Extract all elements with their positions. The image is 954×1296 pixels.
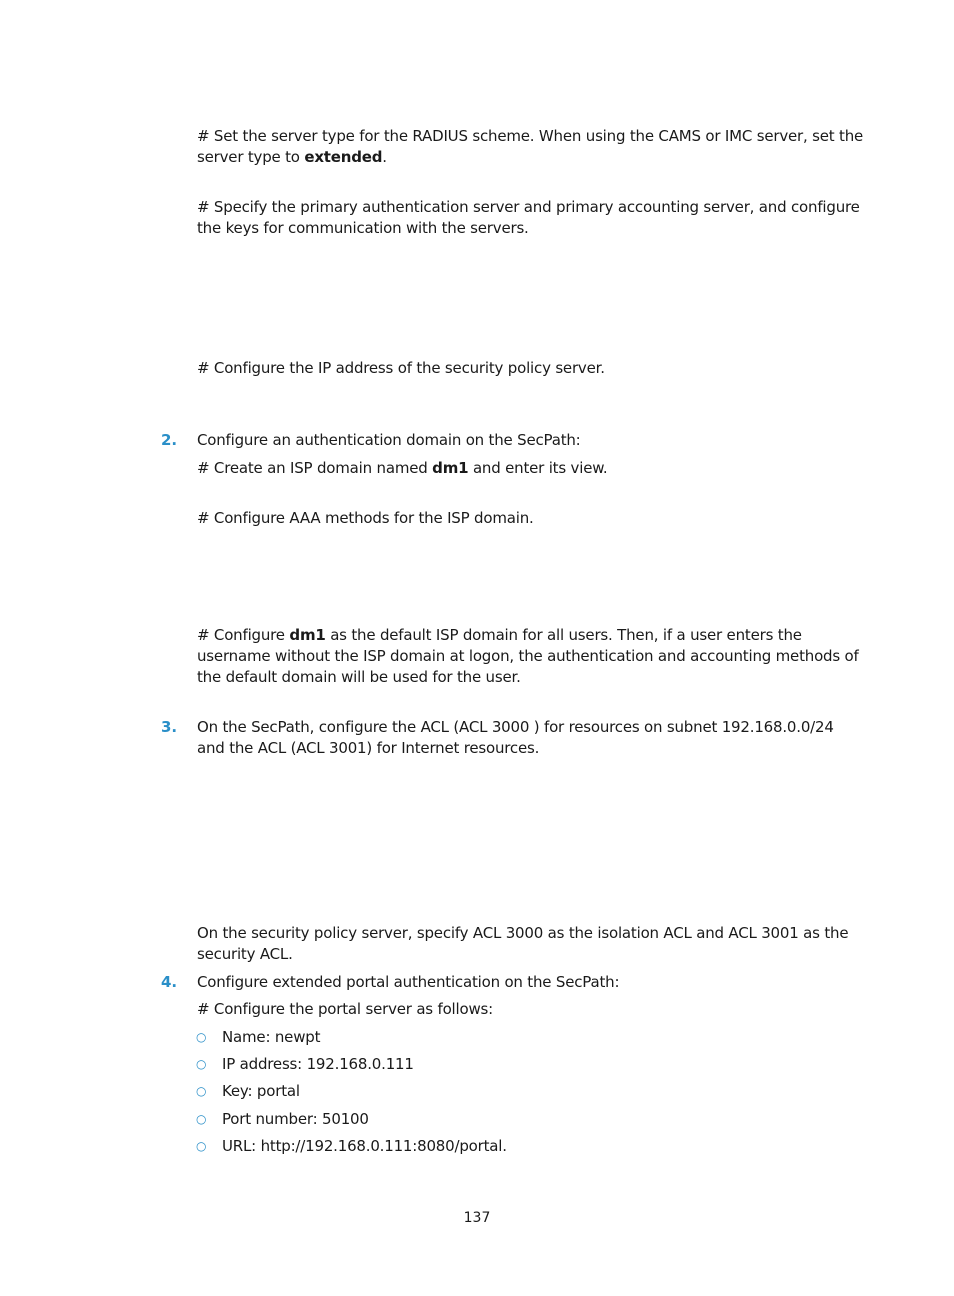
bullet-icon: ○	[196, 1084, 207, 1098]
paragraph-text: # Configure	[197, 626, 290, 644]
paragraph-aaa-methods: # Configure AAA methods for the ISP domain.	[197, 509, 534, 527]
list-item: Port number: 50100	[222, 1110, 369, 1128]
step-number: 3.	[161, 718, 178, 736]
paragraph-default-domain	[197, 625, 864, 688]
paragraph-text: # Create an ISP domain named	[197, 459, 433, 477]
keyword-dm1: dm1	[289, 626, 326, 644]
step-text: On the SecPath, configure the ACL (ACL 3000 ) for resources on subnet 192.168.0.0/24 and the ACL (ACL 3001) for Internet resources.	[197, 718, 834, 757]
step-number: 4.	[161, 973, 178, 991]
bullet-icon: ○	[196, 1030, 207, 1044]
step-number: 2.	[161, 431, 178, 449]
paragraph-text: # Set the server type for the RADIUS scheme. When using the CAMS or IMC server, set the server type to	[197, 127, 864, 166]
bullet-icon: ○	[196, 1057, 207, 1071]
bullet-icon: ○	[196, 1112, 207, 1126]
list-item: Key: portal	[222, 1082, 300, 1100]
paragraph-create-isp-domain	[197, 458, 864, 479]
paragraph-server-type	[197, 126, 864, 168]
paragraph-isolation-acl: On the security policy server, specify ACL 3000 as the isolation ACL and ACL 3001 as the security ACL.	[197, 924, 849, 963]
list-item: IP address: 192.168.0.111	[222, 1055, 414, 1073]
paragraph-text: and enter its view.	[468, 459, 608, 477]
paragraph-portal-server: # Configure the portal server as follows:	[197, 1000, 493, 1018]
keyword-extended: extended	[304, 148, 383, 166]
step-text: Configure extended portal authentication on the SecPath:	[197, 973, 620, 991]
paragraph-security-policy-ip: # Configure the IP address of the security policy server.	[197, 359, 605, 377]
paragraph-primary-servers: # Specify the primary authentication server and primary accounting server, and configure the keys for communication with the servers.	[197, 198, 860, 237]
keyword-dm1: dm1	[432, 459, 469, 477]
paragraph-text: as the default ISP domain for all users. Then, if a user enters the username without the ISP domain at logon, the authentication and accounting methods of the default domain will be used for the user.	[197, 626, 859, 686]
page-number: 137	[463, 1210, 491, 1226]
list-item: URL: http://192.168.0.111:8080/portal.	[222, 1137, 507, 1155]
list-item: Name: newpt	[222, 1028, 321, 1046]
step-text: Configure an authentication domain on the SecPath:	[197, 431, 581, 449]
paragraph-text: .	[382, 148, 387, 166]
bullet-icon: ○	[196, 1139, 207, 1153]
